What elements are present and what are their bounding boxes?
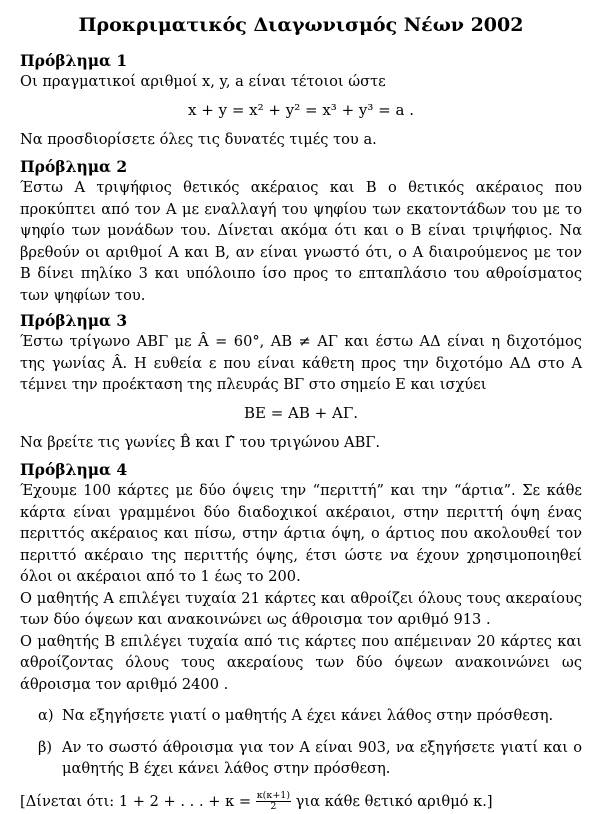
problem-4-heading: Πρόβλημα 4 [20, 460, 128, 479]
problem-1-question: Να προσδιορίσετε όλες τις δυνατές τιμές του a. [20, 130, 377, 148]
page-title: Προκριματικός Διαγωνισμός Νέων 2002 [78, 14, 524, 36]
problem-1-heading: Πρόβλημα 1 [20, 51, 128, 70]
hint-note-end: για κάθε θετικό αριθμό κ.] [291, 792, 493, 810]
problem-4-item-b [20, 737, 582, 780]
problem-3-text: Έστω τρίγωνο ΑΒΓ με Â = 60°, ΑΒ ≠ ΑΓ και έστω ΑΔ είναι η διχοτόμος της γωνίας Â. Η ευθεία ε που είναι κάθετη προς την διχοτόμο ΑΔ στο Α τέμνει την προέκταση της πλευράς ΒΓ στο σημείο Ε και ισχύει [20, 333, 582, 393]
hint-note-start: [Δίνεται ότι: 1 + 2 + . . . + κ = [20, 792, 256, 810]
problem-4-text-1: Έχουμε 100 κάρτες με δύο όψεις την “περιττή” και την “άρτια”. Σε κάθε κάρτα είναι γραμμένοι δύο διαδοχικοί ακέραιοι, στην περιττή όψη ένας περιττός ακέραιος και πίσω, στην άρτια όψη, ο άρτιος που ακολουθεί τον περιττό ακέραιο της περιττής όψης, έτσι ώστε να έχουν χρησιμοποιηθεί όλοι οι ακέραιοι από το 1 έως το 200. [20, 482, 582, 585]
fraction-denominator: 2 [270, 801, 277, 812]
problem-2-text: Έστω A τριψήφιος θετικός ακέραιος και B ο θετικός ακέραιος που προκύπτει από τον A με εναλλαγή του ψηφίου των εκατοντάδων του με το ψηφίο των μονάδων του. Δίνεται ακόμα ότι και ο B είναι τριψήφιος. Να βρεθούν οι αριθμοί A και B, αν είναι γνωστό ότι, ο A διαιρούμενος με τον B δίνει πηλίκο 3 και υπόλοιπο ίσο προς το επταπλάσιο του αθροίσματος των ψηφίων του. [20, 179, 582, 304]
problem-4-text-3: Ο μαθητής Β επιλέγει τυχαία από τις κάρτες που απέμειναν 20 κάρτες και αθροίζοντας όλους τους ακεραίους των δύο όψεων ανακοινώνει ως άθροισμα τον αριθμό 2400 . [20, 632, 582, 693]
item-text: Αν το σωστό άθροισμα για τον Α είναι 903, να εξηγήσετε γιατί και ο μαθητής Β έχει κάνει λάθος στην πρόσθεση. [62, 738, 582, 777]
hint-note [20, 790, 582, 814]
problem-3-heading: Πρόβλημα 3 [20, 311, 128, 330]
problem-2-heading: Πρόβλημα 2 [20, 157, 128, 176]
problem-1-equation: x + y = x² + y² = x³ + y³ = a . [188, 100, 414, 119]
item-label: α) [38, 707, 54, 724]
sum-formula-fraction [256, 791, 291, 812]
problem-4-text-2: Ο μαθητής Α επιλέγει τυχαία 21 κάρτες και αθροίζει όλους τους ακεραίους των δύο όψεων και ανακοινώνει ως άθροισμα τον αριθμό 913 . [20, 589, 582, 628]
problem-3-question: Να βρείτε τις γωνίες B̂ και Γ̂ του τριγώνου ΑΒΓ. [20, 433, 381, 451]
problem-3-equation: ΒΕ = ΑΒ + ΑΓ. [243, 403, 359, 422]
fraction-numerator: κ(κ+1) [256, 790, 291, 801]
problem-1-text: Οι πραγματικοί αριθμοί x, y, a είναι τέτοιοι ώστε [20, 73, 386, 90]
problem-4-item-a [20, 705, 582, 727]
item-text: Να εξηγήσετε γιατί ο μαθητής Α έχει κάνει λάθος στην πρόσθεση. [62, 707, 554, 724]
item-label: β) [38, 738, 53, 756]
